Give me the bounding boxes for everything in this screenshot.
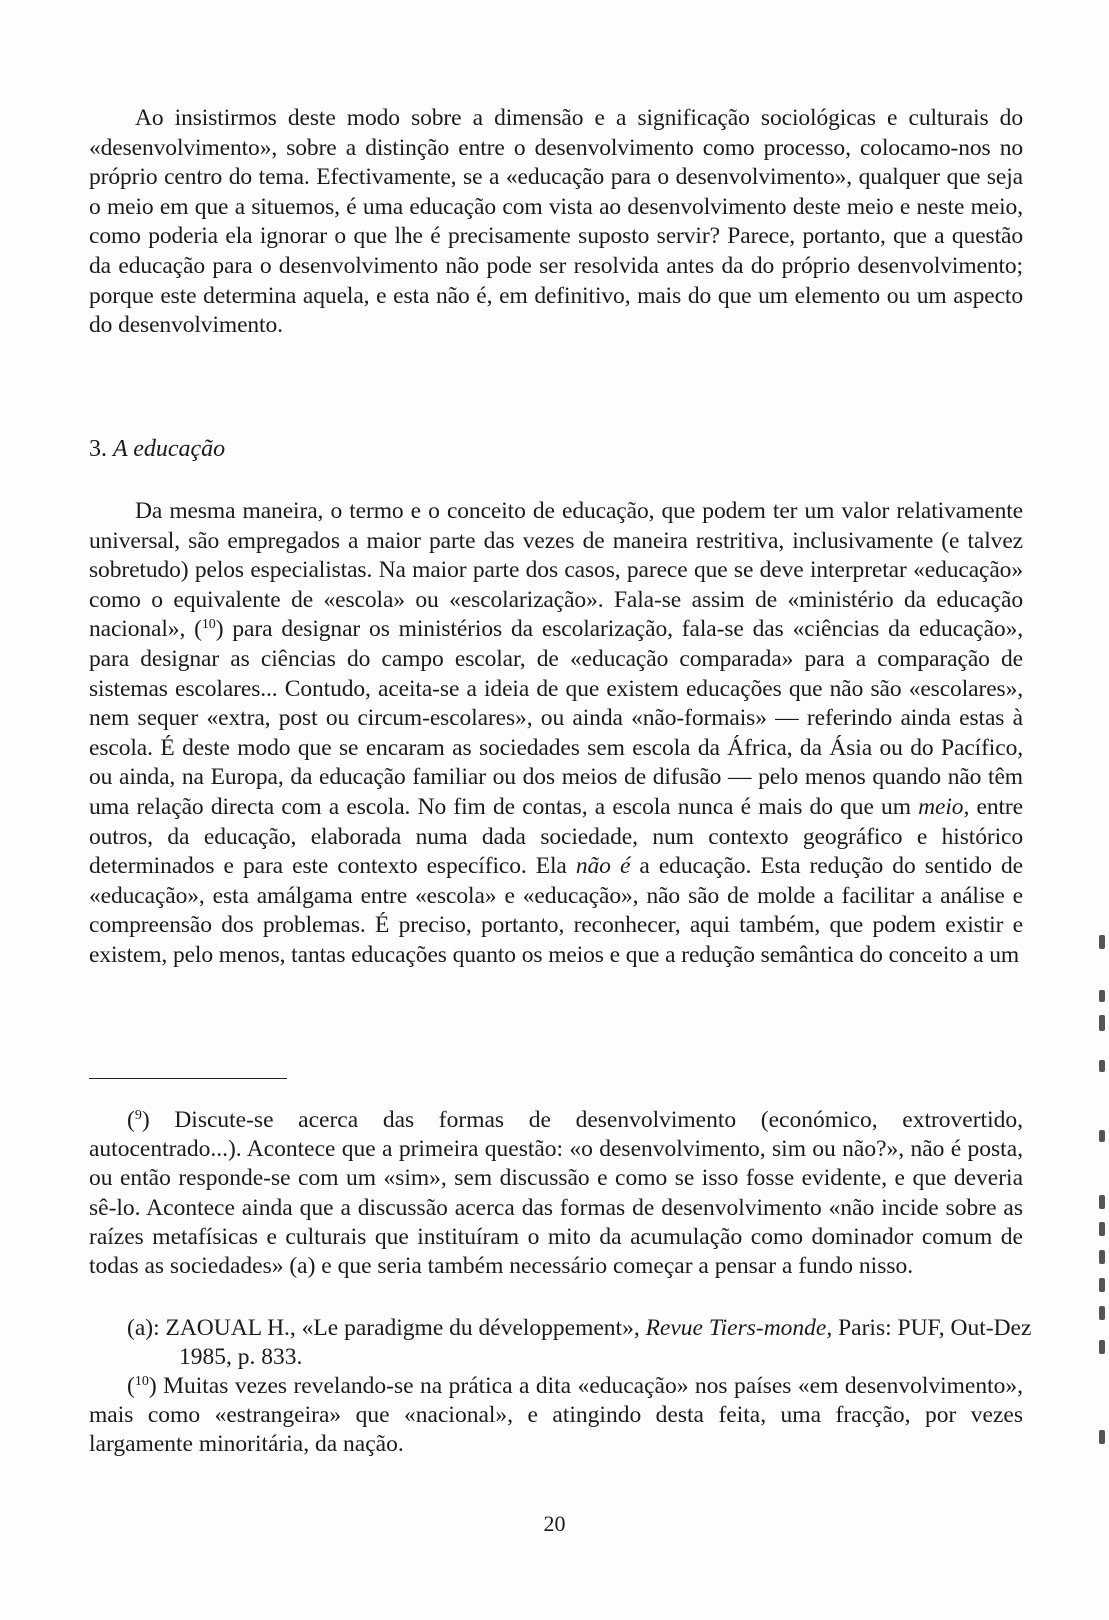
page-number: 20 [543, 1511, 566, 1536]
paragraph-2-text-b: ) para designar os ministérios da escolarização, fala-se das «ciências da educação», para designar as ciências do campo escolar, de «educação comparada» para a comparação de sistemas escolares... Contudo, aceita-se a ideia de que existem educações que não são «escolares», nem sequer «extra, post ou circum-escolares», ou ainda «não-formais» — referindo ainda estas à escola. É deste modo que se encaram as sociedades sem escola da África, da Ásia ou do Pacífico, ou ainda, na Europa, da educação familiar ou dos meios de difusão — pelo menos quando não têm uma relação directa com a escola. No fim de contas, a escola nunca é mais do que um [89, 616, 1024, 820]
edge-mark [1099, 1130, 1105, 1142]
edge-mark [1099, 1430, 1105, 1444]
footnote-a-reference [127, 1314, 1075, 1372]
body-paragraph-2 [89, 497, 1023, 971]
edge-mark [1099, 1015, 1105, 1031]
emphasis-meio: meio, [918, 793, 970, 820]
section-heading [89, 434, 225, 464]
edge-mark [1099, 1250, 1105, 1264]
edge-mark [1099, 1060, 1105, 1072]
emphasis-nao-e: não é [575, 853, 631, 880]
footnote-10-text: ) Muitas vezes revelando-se na prática a dita «educação» nos países «em desenvolvimento», mais como «estrangeira» que «nacional», e atingindo desta feita, uma fracção, por vezes largamente minoritária, da nação. [89, 1373, 1023, 1458]
edge-mark [1099, 1340, 1105, 1354]
paragraph-2-text-d: a educação. Esta redução do sentido de «educação», esta amálgama entre «escola» e «educação», não são de molde a facilitar a análise e compreensão dos problemas. É preciso, portanto, reconhecer, aqui também, que podem existir e existem, pelo menos, tantas educações quanto os meios e que a redução semântica do conceito a um [89, 853, 1023, 968]
edge-mark [1099, 1195, 1105, 1209]
edge-mark [1099, 1306, 1105, 1320]
section-number: 3. [89, 436, 107, 462]
footnote-ref-10: 10 [201, 617, 216, 633]
footnote-a-prefix: (a): ZAOUAL H., «Le paradigme du développement», [127, 1315, 646, 1341]
edge-mark [1099, 990, 1105, 1002]
footnote-10-mark: 10 [134, 1374, 149, 1389]
section-title: A educação [113, 436, 226, 462]
edge-mark [1099, 1278, 1105, 1292]
adjacent-page-edge [1069, 0, 1109, 1620]
body-paragraph-1: Ao insistirmos deste modo sobre a dimensão e a significação sociológicas e culturais do «desenvolvimento», sobre a distinção entre o desenvolvimento como processo, colocamo-nos no próprio centro do tema. Efectivamente, se a «educação para o desenvolvimento», qualquer que seja o meio em que a situemos, é uma educação com vista ao desenvolvimento deste meio e neste meio, como poderia ela ignorar o que lhe é precisamente suposto servir? Parece, portanto, que a questão da educação para o desenvolvimento não pode ser resolvida antes da do próprio desenvolvimento; porque este determina aquela, e esta não é, em definitivo, mais do que um elemento ou um aspecto do desenvolvimento. [89, 105, 1023, 339]
footnote-9: ($^9$) Discute-se acerca das formas de desenvolvimento (económico, extrovertido, autocentrado...). Acontece que a primeira questão: «o desenvolvimento, sim ou não?», não é posta, ou então responde-se com um «sim», sem discussão e como se isso fosse evidente, e que deveria sê-lo. Acontece ainda que a discussão acerca das formas de desenvolvimento «não incide sobre as raízes metafísicas e culturais que instituíram o mito da acumulação como dominador comum de todas as sociedades» (a) e que seria também necessário começar a pensar a fundo nisso. [89, 1107, 1023, 1280]
footnote-a-journal: Revue Tiers-monde, [645, 1315, 833, 1341]
paragraph-2-text-c: entre outros, da educação, elaborada numa dada sociedade, num contexto geográfico e histórico determinados e para este contexto específico. Ela [89, 793, 1023, 880]
footnote-9-mark: 9 [134, 1108, 142, 1123]
footnote-9-text: ) Discute-se acerca das formas de desenvolvimento (económico, extrovertido, autocentrado...). Acontece que a primeira questão: «o desenvolvimento, sim ou não?», não é posta, ou então responde-se com um «sim», sem discussão e como se isso fosse evidente, e que deveria sê-lo. Acontece ainda que a discussão acerca das formas de desenvolvimento «não incide sobre as raízes metafísicas e culturais que instituíram o mito da acumulação como dominador comum de todas as sociedades» (a) e que seria também necessário começar a pensar a fundo nisso. [89, 1107, 1023, 1280]
edge-mark [1099, 935, 1105, 949]
edge-mark [1099, 1222, 1105, 1236]
footnote-a-suffix: Paris: PUF, Out-Dez 1985, p. 833. [179, 1315, 1032, 1371]
footnote-separator [89, 1078, 287, 1079]
paragraph-2-text-a: Da mesma maneira, o termo e o conceito de educação, que podem ter um valor relativamente universal, são empregados a maior parte das vezes de maneira restritiva, inclusivamente (e talvez sobretudo) pelos especialistas. Na maior parte dos casos, parece que se deve interpretar «educação» como o equivalente de «escola» ou «escolarização». Fala-se assim de «ministério da educação nacional», ( [89, 498, 1023, 643]
footnote-10: ($^{10}$) Muitas vezes revelando-se na prática a dita «educação» nos países «em desenvolvimento», mais como «estrangeira» que «nacional», e atingindo desta feita, uma fracção, por vezes largamente minoritária, da nação. [89, 1373, 1023, 1458]
